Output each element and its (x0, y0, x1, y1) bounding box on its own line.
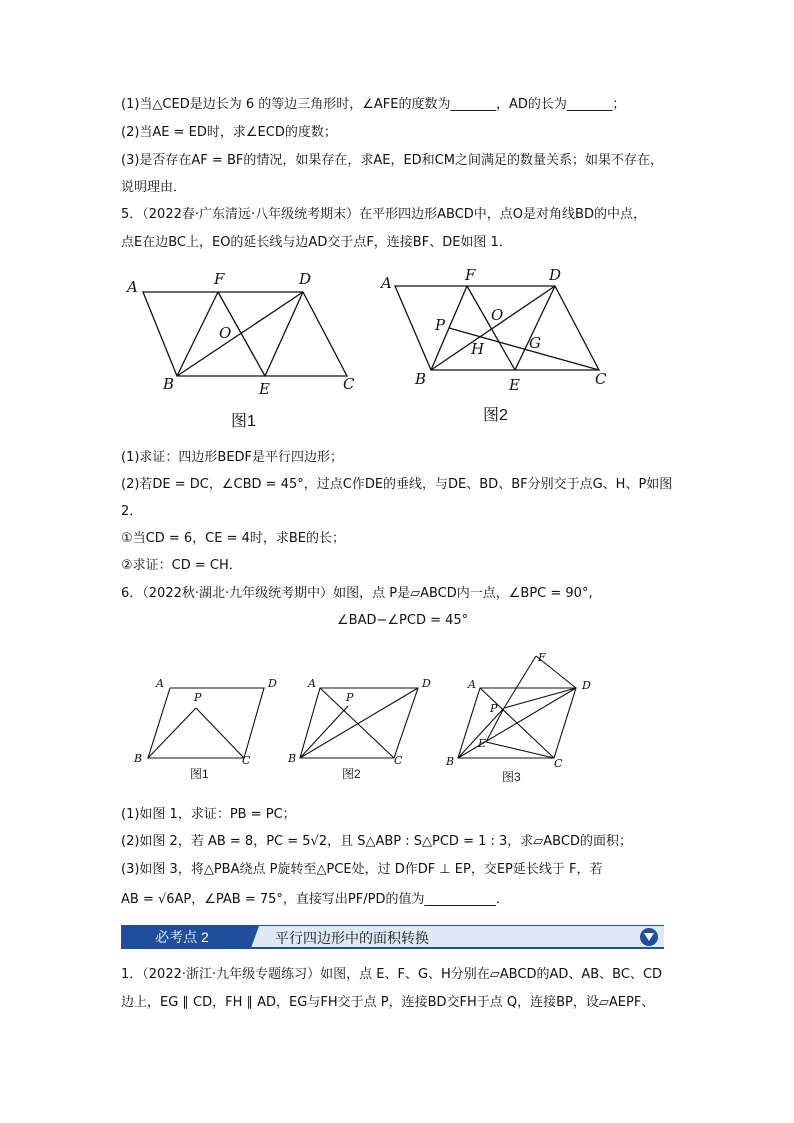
banner-title: 平行四边形中的面积转换 (275, 930, 429, 946)
text-line: 边上，EG ∥ CD，FH ∥ AD，EG与FH交于点 P，连接BD交FH于点 Q，连接BP，设▱AEPF、 (121, 995, 655, 1010)
text-line: 5．（2022春·广东清远·八年级统考期末）在平形四边形ABCD中，点O是对角线BD的中点， (121, 207, 646, 222)
label-D: D (582, 679, 591, 692)
label-C: C (554, 757, 563, 770)
figure-caption: 图3 (502, 770, 521, 784)
label-D: D (299, 270, 312, 288)
text-line: (3)如图 3，将△PBA绕点 P旋转至△PCE处，过 D作DF ⊥ EP，交EP延长线于 F，若 (121, 862, 603, 877)
text-line: (2)如图 2，若 AB = 8，PC = 5√2，且 S△ABP : S△PCD = 1 : 3，求▱ABCD的面积； (121, 834, 632, 849)
geometry-small-figure-3 (442, 648, 602, 788)
text-line: ①当CD = 6，CE = 4时，求BE的长； (121, 531, 346, 546)
text-line: 2． (121, 504, 143, 519)
label-D: D (549, 266, 562, 284)
label-A: A (156, 677, 164, 690)
label-P: P (194, 691, 202, 704)
label-B: B (163, 375, 175, 393)
banner-title-bar (251, 925, 664, 949)
text-line: (2)当AE = ED时，求∠ECD的度数； (121, 125, 337, 140)
text-line: AB = √6AP，∠PAB = 75°，直接写出PF/PD的值为___________． (121, 892, 509, 907)
label-D: D (268, 677, 277, 690)
text-line: ②求证：CD = CH． (121, 558, 242, 573)
label-A: A (381, 274, 392, 292)
text-line: (1)求证：四边形BEDF是平行四边形； (121, 450, 344, 465)
section-banner (121, 922, 664, 950)
figure-caption: 图1 (231, 413, 256, 430)
geometry-figure-2 (375, 262, 625, 432)
label-P: P (435, 316, 446, 334)
label-C: C (343, 375, 355, 393)
text-line: 说明理由． (121, 180, 187, 195)
label-A: A (127, 278, 138, 296)
label-E: E (509, 376, 520, 394)
figure-caption: 图2 (483, 407, 508, 424)
label-F: F (538, 651, 546, 664)
label-O: O (219, 324, 232, 342)
text-line: (1)如图 1，求证：PB = PC； (121, 807, 296, 822)
geometry-small-figure-1 (130, 670, 280, 785)
label-F: F (214, 270, 225, 288)
label-B: B (288, 752, 297, 765)
geometry-figure-1 (121, 262, 371, 432)
text-line: (1)当△CED是边长为 6 的等边三角形时，∠AFE的度数为_______，AD的长为_______； (121, 97, 626, 112)
text-line: 6．（2022秋·湖北·九年级统考期中）如图，点 P是▱ABCD内一点，∠BPC = 90°, (121, 586, 593, 601)
label-C: C (394, 754, 403, 767)
label-D: D (422, 677, 431, 690)
label-O: O (491, 306, 504, 324)
label-B: B (446, 755, 455, 768)
text-line: ∠BAD−∠PCD = 45° (337, 613, 469, 628)
label-F: F (465, 266, 476, 284)
label-E: E (478, 737, 487, 750)
banner-tag: 必考点 2 (121, 925, 243, 949)
label-B: B (134, 752, 143, 765)
label-A: A (468, 678, 476, 691)
label-P: P (346, 691, 354, 704)
chevron-down-icon (640, 928, 658, 946)
figure-caption: 图1 (190, 767, 209, 781)
label-C: C (595, 370, 607, 388)
label-B: B (415, 370, 427, 388)
label-A: A (308, 677, 316, 690)
text-line: 1．（2022·浙江·九年级专题练习）如图，点 E、F、G、H分别在▱ABCD的AD、AB、BC、CD (121, 967, 663, 982)
label-C: C (242, 754, 251, 767)
text-line: (2)若DE = DC，∠CBD = 45°，过点C作DE的垂线，与DE、BD、BF分别交于点G、H、P如图 (121, 477, 673, 492)
text-line: (3)是否存在AF = BF的情况，如果存在，求AE，ED和CM之间满足的数量关系；如果不存在， (121, 153, 663, 168)
label-H: H (471, 340, 485, 358)
label-P: P (490, 702, 498, 715)
text-line: 点E在边BC上，EO的延长线与边AD交于点F，连接BF、DE如图 1． (121, 235, 512, 250)
label-G: G (529, 334, 541, 352)
label-E: E (259, 380, 270, 398)
figure-caption: 图2 (342, 767, 361, 781)
geometry-small-figure-2 (286, 670, 436, 785)
